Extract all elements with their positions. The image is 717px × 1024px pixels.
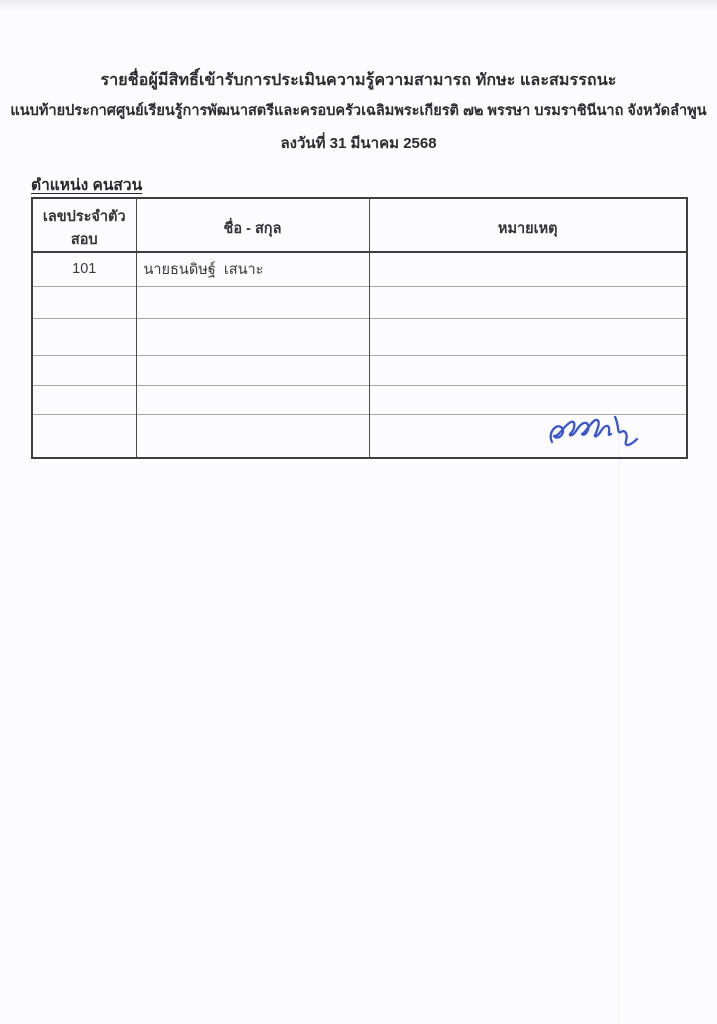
remark-cell xyxy=(369,355,687,385)
table-row xyxy=(32,414,687,458)
remark-cell xyxy=(369,318,687,355)
scan-artifact-line xyxy=(618,430,620,1024)
document-title-line2: แนบท้ายประกาศศูนย์เรียนรู้การพัฒนาสตรีและครอบครัวเฉลิมพระเกียรติ ๗๒ พรรษา บรมราชินีนาถ จังหวัดลำพูน xyxy=(10,103,707,119)
name-cell xyxy=(136,385,369,414)
exam-id-cell xyxy=(32,414,136,458)
scan-shadow-top xyxy=(0,0,717,12)
exam-id-cell xyxy=(32,286,136,318)
header-exam-id: เลขประจำตัวสอบ xyxy=(32,198,136,252)
name-cell xyxy=(136,286,369,318)
table-row xyxy=(32,318,687,355)
remark-cell xyxy=(369,252,687,286)
header-remark: หมายเหตุ xyxy=(369,198,687,252)
exam-id-cell: 101 xyxy=(32,252,136,286)
name-cell xyxy=(136,414,369,458)
document-date-line: ลงวันที่ 31 มีนาคม 2568 xyxy=(280,135,437,152)
exam-id-cell xyxy=(32,355,136,385)
remark-cell xyxy=(369,385,687,414)
position-label: ตำแหน่ง คนสวน xyxy=(31,177,143,194)
exam-id-cell xyxy=(32,385,136,414)
document-title-line1: รายชื่อผู้มีสิทธิ์เข้ารับการประเมินความรู้ความสามารถ ทักษะ และสมรรถนะ xyxy=(100,72,617,89)
table-row xyxy=(32,286,687,318)
header-name: ชื่อ - สกุล xyxy=(136,198,369,252)
remark-cell xyxy=(369,414,687,458)
exam-id-cell xyxy=(32,318,136,355)
name-cell xyxy=(136,355,369,385)
remark-cell xyxy=(369,286,687,318)
examinee-roster-table xyxy=(31,197,688,459)
name-cell: นายธนดิษฐ์ เสนาะ xyxy=(136,252,369,286)
table-row xyxy=(32,385,687,414)
table-row xyxy=(32,355,687,385)
name-cell xyxy=(136,318,369,355)
table-row xyxy=(32,252,687,286)
table-header-row xyxy=(32,198,687,252)
